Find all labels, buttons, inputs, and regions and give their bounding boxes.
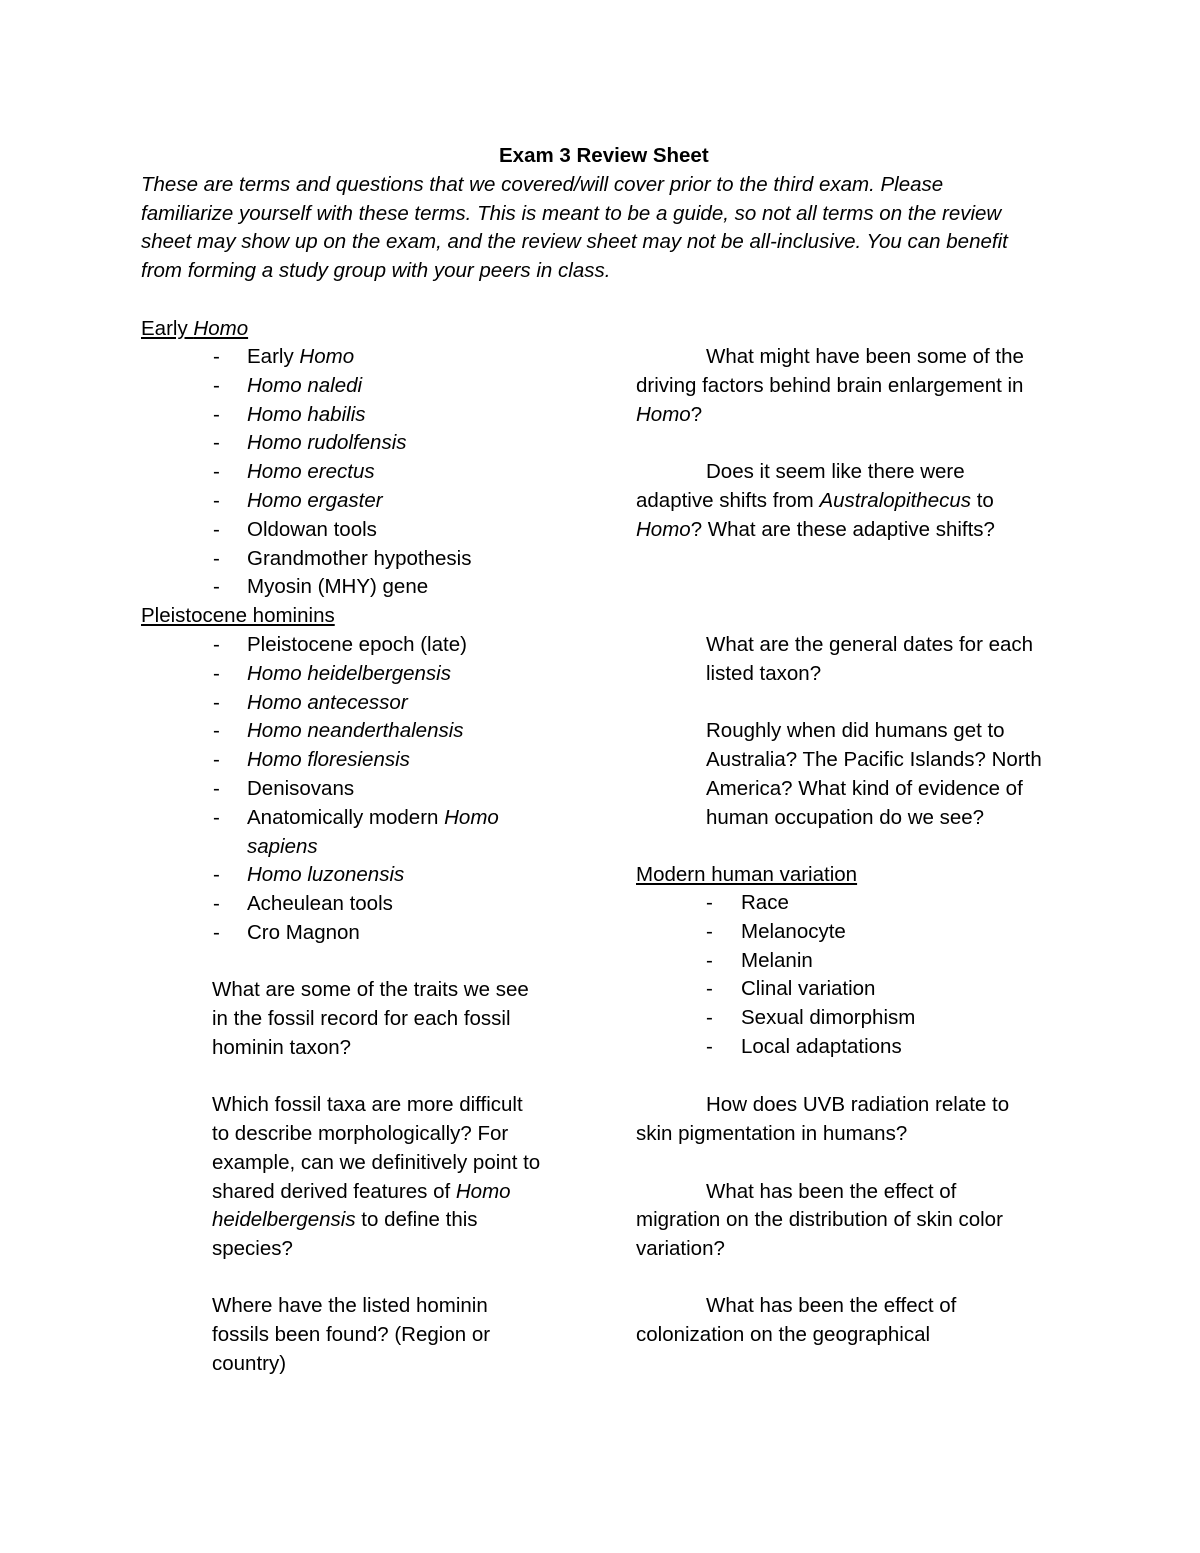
list-item-text: Oldowan tools [247, 517, 377, 541]
list-item [247, 662, 451, 686]
list-item-text: Early [247, 345, 300, 368]
list-bullet-dash: - [706, 891, 713, 914]
question-text: adaptive shifts from [636, 489, 820, 512]
list-bullet-dash: - [706, 1035, 713, 1058]
question-line: listed taxon? [706, 662, 822, 685]
question-line: Where have the listed hominin [212, 1294, 488, 1317]
question-line: Australia? The Pacific Islands? North [706, 748, 1042, 771]
list-bullet-dash: - [213, 345, 220, 368]
list-bullet-dash: - [213, 805, 220, 829]
question-line: What might have been some of the [706, 345, 1024, 368]
list-item [247, 806, 499, 830]
section-heading-modern-variation: Modern human variation [636, 863, 858, 886]
list-bullet-dash: - [213, 892, 220, 916]
list-item [247, 921, 360, 945]
question-line: hominin taxon? [212, 1036, 352, 1059]
heading-italic-text: Homo [193, 317, 249, 340]
question-line: driving factors behind brain enlargement in [636, 374, 1024, 397]
list-bullet-dash: - [213, 373, 220, 397]
question-line [212, 1208, 478, 1232]
list-item: Sexual dimorphism [741, 1006, 916, 1030]
question-line: to describe morphologically? For [212, 1122, 509, 1145]
list-item-text: Denisovans [247, 777, 355, 800]
list-item: Local adaptations [741, 1035, 902, 1058]
list-bullet-dash: - [213, 690, 220, 714]
list-item [247, 403, 366, 427]
list-bullet-dash: - [213, 777, 220, 800]
intro-line: sheet may show up on the exam, and the review sheet may not be all-inclusive. You can benefit [141, 230, 1008, 253]
list-bullet-dash: - [213, 575, 220, 599]
section-heading-pleistocene: Pleistocene hominins [141, 604, 335, 627]
list-item [247, 374, 362, 398]
question-text: to define this [355, 1208, 478, 1231]
list-bullet-dash: - [213, 921, 220, 944]
list-bullet-dash: - [213, 402, 220, 426]
list-item-italic-text: Homo neanderthalensis [247, 719, 464, 743]
list-item-italic-text: Homo antecessor [247, 690, 408, 714]
question-line: What has been the effect of [706, 1180, 957, 1203]
question-line: colonization on the geographical [636, 1323, 931, 1346]
list-bullet-dash: - [213, 460, 220, 484]
list-bullet-dash: - [213, 748, 220, 772]
question-line: fossils been found? (Region or [212, 1323, 491, 1346]
list-item-italic-text: Homo habilis [247, 402, 366, 426]
list-item [247, 575, 428, 599]
list-bullet-dash: - [213, 431, 220, 455]
question-line: in the fossil record for each fossil [212, 1007, 511, 1030]
italic-term: Homo [455, 1180, 511, 1203]
list-item-italic-text: Homo [299, 345, 355, 368]
list-item [247, 835, 318, 859]
list-item-text: Acheulean tools [247, 892, 393, 916]
section-heading-early-homo [141, 317, 248, 341]
list-item [247, 547, 471, 571]
list-item-italic-text: Homo ergaster [247, 489, 383, 512]
italic-term: heidelbergensis [212, 1208, 356, 1231]
italic-term: Homo [636, 518, 691, 541]
list-bullet-dash: - [706, 1006, 713, 1030]
question-line: What are the general dates for each [706, 633, 1034, 656]
list-item [247, 748, 410, 772]
list-item-text: Anatomically modern [247, 805, 445, 829]
list-item [247, 345, 354, 369]
question-line: Roughly when did humans get to [706, 719, 1005, 742]
list-item-italic-text: Homo [444, 805, 499, 829]
question-line [636, 489, 994, 513]
list-item [247, 633, 467, 657]
list-item-italic-text: Homo floresiensis [247, 748, 410, 772]
list-bullet-dash: - [706, 948, 713, 972]
list-item-italic-text: Homo luzonensis [247, 863, 405, 887]
intro-line: These are terms and questions that we covered/will cover prior to the third exam. Please [141, 173, 944, 196]
question-text: shared derived features of [212, 1180, 456, 1203]
list-bullet-dash: - [213, 546, 220, 570]
list-bullet-dash: - [213, 633, 220, 656]
heading-text: Early [141, 317, 194, 340]
question-text: ? [690, 403, 703, 426]
list-item: Melanocyte [741, 919, 846, 943]
question-line: America? What kind of evidence of [706, 777, 1023, 800]
italic-term: Homo [636, 403, 691, 426]
question-text: ? What are these adaptive shifts? [690, 518, 995, 541]
list-bullet-dash: - [213, 661, 220, 685]
list-item [247, 892, 393, 916]
list-bullet-dash: - [706, 919, 713, 943]
list-item [247, 460, 375, 484]
question-line: Which fossil taxa are more difficult [212, 1093, 523, 1116]
list-item-italic-text: Homo naledi [247, 373, 363, 397]
intro-line: from forming a study group with your peers in class. [141, 259, 611, 282]
question-text: to [971, 489, 994, 512]
list-item [247, 777, 354, 801]
list-item [247, 691, 408, 715]
list-item-italic-text: Homo heidelbergensis [247, 661, 451, 685]
question-line: skin pigmentation in humans? [636, 1122, 908, 1145]
list-bullet-dash: - [213, 489, 220, 512]
list-item: Race [741, 891, 789, 914]
list-item [247, 431, 407, 455]
list-item [247, 719, 464, 743]
list-item-italic-text: Homo rudolfensis [247, 431, 407, 455]
list-item: Clinal variation [741, 977, 876, 1001]
list-bullet-dash: - [706, 977, 713, 1001]
list-bullet-dash: - [213, 863, 220, 887]
italic-term: Australopithecus [819, 489, 972, 512]
question-line: variation? [636, 1237, 725, 1260]
question-line [636, 518, 995, 542]
list-bullet-dash: - [213, 719, 220, 743]
question-line [636, 403, 702, 427]
list-item [247, 489, 383, 513]
list-item-italic-text: sapiens [247, 834, 318, 858]
list-item [247, 863, 404, 887]
question-line [212, 1180, 511, 1204]
list-item [247, 518, 377, 542]
question-line: example, can we definitively point to [212, 1151, 541, 1174]
question-line: How does UVB radiation relate to [706, 1093, 1010, 1116]
question-line: What has been the effect of [706, 1294, 957, 1317]
question-line: What are some of the traits we see [212, 978, 529, 1001]
list-item-text: Grandmother hypothesis [247, 546, 472, 570]
question-line: species? [212, 1237, 293, 1260]
list-bullet-dash: - [213, 517, 220, 541]
intro-line: familiarize yourself with these terms. This is meant to be a guide, so not all terms on the review [141, 202, 1002, 225]
question-line: country) [212, 1352, 287, 1375]
question-line: human occupation do we see? [706, 806, 985, 829]
question-line: migration on the distribution of skin color [636, 1208, 1003, 1231]
list-item-text: Cro Magnon [247, 921, 360, 944]
list-item-text: Myosin (MHY) gene [247, 575, 429, 599]
list-item-text: Pleistocene epoch (late) [247, 633, 467, 656]
question-line: Does it seem like there were [706, 460, 965, 483]
list-item-italic-text: Homo erectus [247, 460, 375, 484]
list-item: Melanin [741, 948, 813, 972]
page-title: Exam 3 Review Sheet [499, 144, 709, 167]
